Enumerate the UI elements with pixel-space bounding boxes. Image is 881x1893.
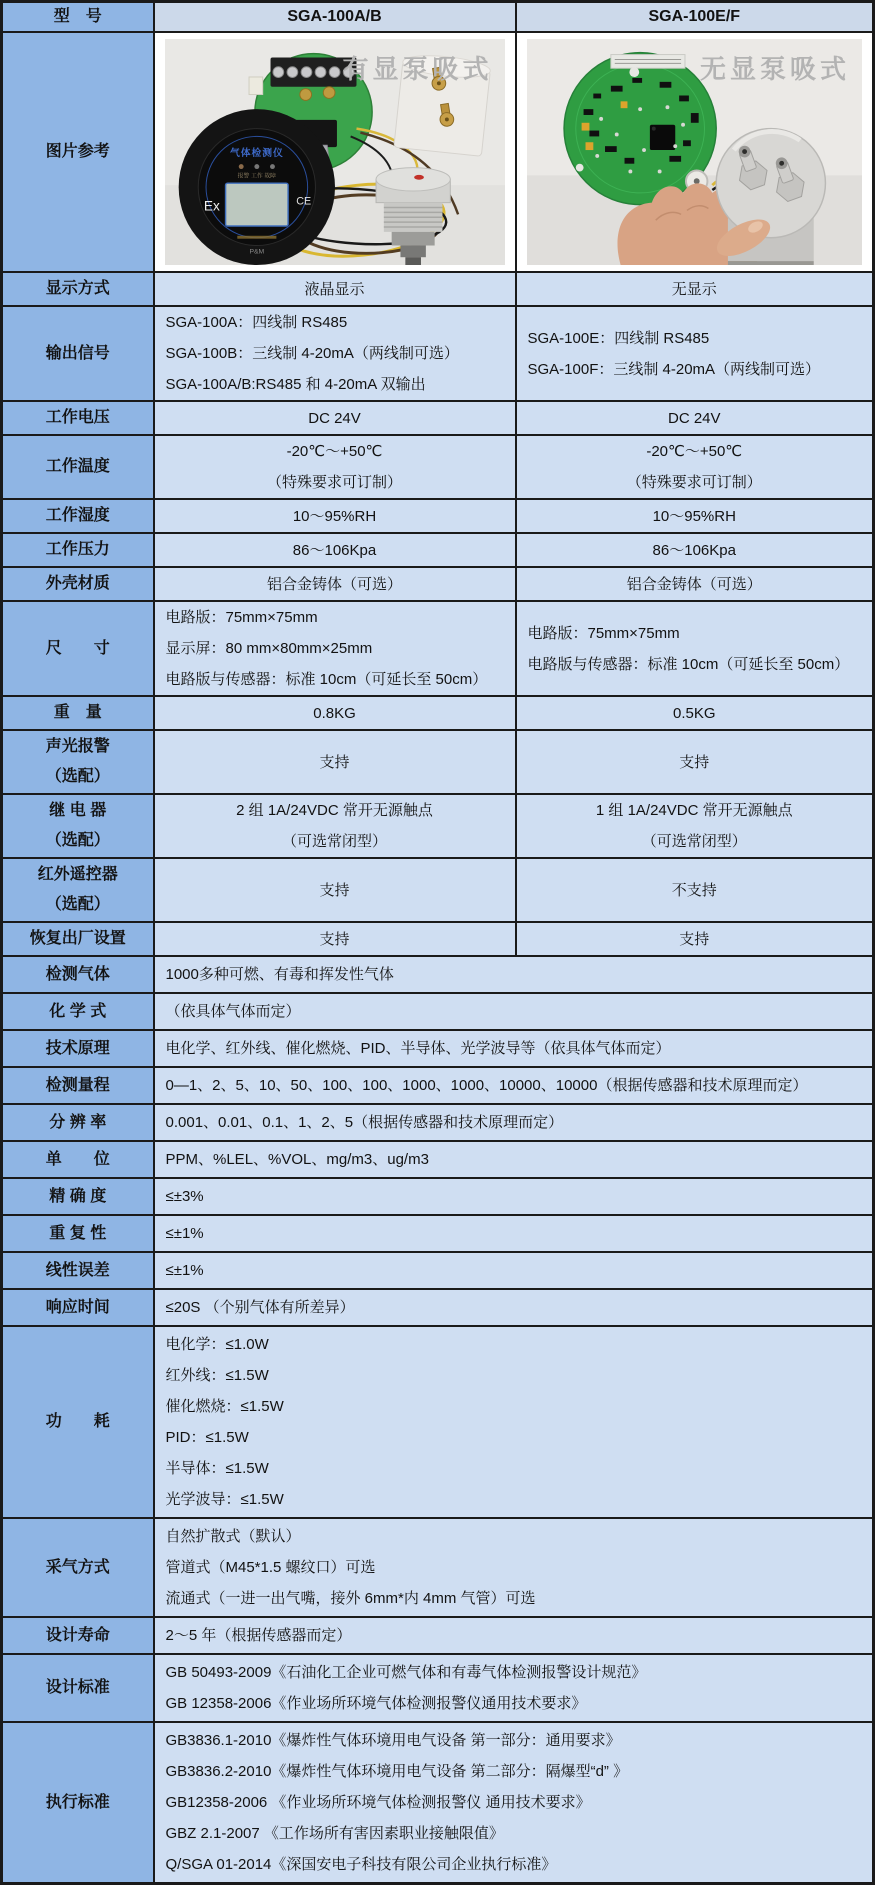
spec-row [2,1104,874,1141]
pcb-board [564,53,716,205]
cell-line: GB3836.2-2010《爆炸性气体环境用电气设备 第二部分：隔爆型“d” 》 [165,1763,629,1780]
row-label [2,1104,154,1141]
value-cell-b [516,794,874,858]
cell-line: DC 24V [667,409,721,427]
header-row [2,2,874,33]
cell-line: 红外线：≤1.5W [165,1367,269,1384]
value-cell-span [154,1030,874,1067]
product-photo-a [154,32,516,272]
cell-line: 继 电 器 [49,802,107,819]
cell-line: 分 辨 率 [49,1113,107,1131]
cell-line: 尺 寸 [45,639,110,657]
cell-line: SGA-100B：三线制 4-20mA（两线制可选） [165,345,459,362]
cell-line: 光学波导：≤1.5W [165,1491,284,1508]
cell-line: 2～5 年（根据传感器而定） [165,1627,352,1644]
value-cell-a [154,922,516,956]
row-label [2,858,154,922]
spec-rows-body [2,272,874,1884]
cell-line: （选配） [45,768,110,785]
cell-line: 工作电压 [45,409,110,426]
cell-line: -20℃～+50℃ [646,443,743,460]
cell-line: 工作温度 [45,458,110,475]
row-label [2,306,154,401]
watermark-text-b: 无显泵吸式 [699,54,850,84]
row-label [2,1215,154,1252]
cell-line: GB3836.1-2010《爆炸性气体环境用电气设备 第一部分：通用要求》 [165,1732,621,1749]
cell-line: （特殊要求可订制） [266,474,402,491]
row-label [2,1067,154,1104]
cell-line: 支持 [319,753,350,771]
value-cell-b [516,533,874,567]
cell-line: 电化学、红外线、催化燃烧、PID、半导体、光学波导等（依具体气体而定） [165,1040,671,1057]
cell-line: 0—1、2、5、10、50、100、100、1000、1000、10000、10000（根据传感器和技术原理而定） [165,1077,808,1094]
cell-line: 管道式（M45*1.5 螺纹口）可选 [165,1559,376,1576]
cell-line: 铝合金铸体（可选） [266,575,402,593]
row-label-images: 图片参考 [2,32,154,272]
spec-row [2,730,874,794]
value-cell-span [154,956,874,993]
cell-line: 重 量 [53,704,102,721]
value-cell-b [516,696,874,730]
spec-row [2,1289,874,1326]
cell-line: 电路版：75mm×75mm [527,624,680,642]
value-cell-b [516,272,874,306]
value-cell-span [154,1252,874,1289]
cell-line: SGA-100A/B:RS485 和 4-20mA 双输出 [165,376,426,393]
cell-line: 红外遥控器 [37,866,118,883]
cell-line: 铝合金铸体（可选） [626,575,762,593]
spec-row [2,499,874,533]
cell-line: 采气方式 [45,1558,110,1576]
cell-line: 0.001、0.01、0.1、1、2、5（根据传感器和技术原理而定） [165,1114,564,1131]
row-label [2,272,154,306]
cell-line: 电路版与传感器：标准 10cm（可延长至 50cm） [165,671,488,688]
spec-row [2,1067,874,1104]
row-label [2,1141,154,1178]
row-label [2,1518,154,1617]
value-cell-span [154,1178,874,1215]
spec-row [2,567,874,601]
cell-line: 显示方式 [45,280,110,297]
row-label [2,1178,154,1215]
cell-line: GB 12358-2006《作业场所环境气体检测报警仪通用技术要求》 [165,1695,587,1712]
cell-line: PID：≤1.5W [165,1429,249,1446]
cell-line: 外壳材质 [45,575,110,592]
cell-line: 电化学：≤1.0W [165,1336,269,1353]
row-label [2,730,154,794]
value-cell-b [516,435,874,499]
cell-line: 线性误差 [45,1261,110,1279]
cell-line: 半导体：≤1.5W [165,1460,269,1477]
row-label [2,922,154,956]
value-cell-b [516,306,874,401]
model-header-label: 型 号 [2,2,154,33]
row-label [2,499,154,533]
row-label [2,567,154,601]
product-photo-b [516,32,874,272]
value-cell-a [154,858,516,922]
pm-mark: P&M [248,248,264,256]
cell-line: 响应时间 [45,1298,110,1316]
value-cell-span [154,1104,874,1141]
cell-line: 支持 [319,881,350,899]
cell-line: 电路版与传感器：标准 10cm（可延长至 50cm） [527,655,850,673]
cell-line: 设计寿命 [45,1626,110,1644]
cell-line: 设计标准 [45,1679,110,1696]
value-cell-a [154,567,516,601]
value-cell-span [154,1289,874,1326]
spec-row [2,601,874,696]
cell-line: 10～95%RH [292,507,377,525]
spec-row [2,922,874,956]
value-cell-span [154,1722,874,1884]
spec-row [2,993,874,1030]
cell-line: （特殊要求可订制） [626,474,762,491]
row-label [2,1289,154,1326]
row-label [2,1617,154,1654]
value-cell-a [154,272,516,306]
cell-line: 精 确 度 [49,1187,107,1205]
cell-line: GB12358-2006 《作业场所环境气体检测报警仪 通用技术要求》 [165,1794,591,1811]
value-cell-a [154,435,516,499]
row-label [2,1722,154,1884]
cell-line: PPM、%LEL、%VOL、mg/m3、ug/m3 [165,1151,429,1168]
row-label [2,794,154,858]
value-cell-b [516,401,874,435]
cell-line: ≤±1% [165,1262,204,1279]
cell-line: （选配） [45,896,110,913]
spec-row [2,401,874,435]
spec-row [2,794,874,858]
value-cell-span [154,993,874,1030]
ce-mark: CE [295,195,311,208]
detector-head [178,109,334,265]
spec-row [2,1654,874,1722]
cell-line: 0.8KG [313,704,356,722]
cell-line: Q/SGA 01-2014《深国安电子科技有限公司企业执行标准》 [165,1856,557,1873]
spec-row [2,435,874,499]
cell-line: 0.5KG [672,704,716,722]
cell-line: GB 50493-2009《石油化工企业可燃气体和有毒气体检测报警设计规范》 [165,1664,647,1681]
cell-line: SGA-100A：四线制 RS485 [165,314,348,331]
row-label [2,696,154,730]
value-cell-span [154,1067,874,1104]
cell-line: （可选常闭型） [641,833,747,850]
spec-row [2,1178,874,1215]
cell-line: 1 组 1A/24VDC 常开无源触点 [595,802,793,819]
cell-line: 催化燃烧：≤1.5W [165,1398,284,1415]
cell-line: 声光报警 [45,738,110,755]
row-label [2,435,154,499]
row-label [2,401,154,435]
value-cell-b [516,499,874,533]
value-cell-span [154,1326,874,1518]
row-label [2,1252,154,1289]
image-row [2,32,874,272]
spec-row [2,306,874,401]
model-b-header: SGA-100E/F [516,2,874,33]
detector-led-labels: 报警 工作 故障 [237,173,276,180]
row-label [2,1030,154,1067]
row-label [2,1654,154,1722]
value-cell-a [154,401,516,435]
cell-line: 自然扩散式（默认） [165,1528,301,1545]
cell-line: （可选常闭型） [281,833,387,850]
value-cell-b [516,858,874,922]
spec-row [2,1722,874,1884]
cell-line: 执行标准 [45,1793,110,1811]
value-cell-span [154,1617,874,1654]
value-cell-b [516,567,874,601]
value-cell-a [154,794,516,858]
value-cell-span [154,1215,874,1252]
spec-row [2,1518,874,1617]
cell-line: 检测气体 [45,965,110,983]
spec-row [2,1030,874,1067]
cell-line: ≤20S （个别气体有所差异） [165,1299,355,1316]
cell-line: SGA-100E：四线制 RS485 [527,329,710,347]
value-cell-a [154,696,516,730]
cell-line: ≤±1% [165,1225,204,1242]
cell-line: 输出信号 [45,344,110,362]
cell-line: （选配） [45,832,110,849]
cell-line: 显示屏：80 mm×80mm×25mm [165,640,373,657]
cell-line: DC 24V [308,409,361,427]
watermark-text-a: 有显泵吸式 [342,54,493,84]
cell-line: 10～95%RH [652,507,736,525]
value-cell-span [154,1141,874,1178]
spec-row [2,1215,874,1252]
cell-line: 恢复出厂设置 [29,930,126,947]
cell-line: 电路版：75mm×75mm [165,609,318,626]
cell-line: （依具体气体而定） [165,1003,301,1020]
cell-line: 86～106Kpa [292,541,377,559]
detector-title-text: 气体检测仪 [229,147,284,159]
value-cell-a [154,533,516,567]
spec-row [2,1141,874,1178]
cell-line: 支持 [319,930,350,948]
cell-line: -20℃～+50℃ [286,443,383,460]
spec-row [2,956,874,993]
row-label [2,533,154,567]
value-cell-a [154,499,516,533]
spec-row [2,1252,874,1289]
spec-row [2,272,874,306]
cell-line: 流通式（一进一出气嘴，接外 6mm*内 4mm 气管）可选 [165,1590,536,1607]
cell-line: GBZ 2.1-2007 《工作场所有害因素职业接触限值》 [165,1825,504,1842]
ex-mark: Ex [203,198,220,214]
cell-line: 不支持 [671,881,717,899]
cell-line: 化 学 式 [49,1002,107,1020]
row-label [2,1326,154,1518]
value-cell-a [154,601,516,696]
cell-line: SGA-100F：三线制 4-20mA（两线制可选） [527,360,821,378]
cell-line: 液晶显示 [304,280,365,298]
spec-row [2,533,874,567]
cell-line: 无显示 [671,280,717,298]
value-cell-b [516,601,874,696]
spec-row [2,858,874,922]
cell-line: 支持 [679,753,710,771]
value-cell-a [154,306,516,401]
value-cell-b [516,922,874,956]
cell-line: 1000多种可燃、有毒和挥发性气体 [165,966,394,983]
cell-line: 检测量程 [45,1076,110,1094]
cell-line: 技术原理 [45,1039,110,1057]
value-cell-span [154,1654,874,1722]
cell-line: 支持 [679,930,710,948]
value-cell-a [154,730,516,794]
value-cell-span [154,1518,874,1617]
model-a-header: SGA-100A/B [154,2,516,33]
row-label [2,601,154,696]
cell-line: 2 组 1A/24VDC 常开无源触点 [236,802,433,819]
cell-line: 功 耗 [45,1413,110,1430]
cell-line: 工作压力 [45,541,110,558]
cell-line: ≤±3% [165,1188,204,1205]
spec-row [2,1617,874,1654]
cell-line: 重 复 性 [49,1224,107,1242]
value-cell-b [516,730,874,794]
row-label [2,993,154,1030]
spec-row [2,696,874,730]
cell-line: 86～106Kpa [652,541,736,559]
cell-line: 单 位 [45,1150,110,1168]
spec-row [2,1326,874,1518]
cell-line: 工作湿度 [45,507,110,524]
row-label [2,956,154,993]
